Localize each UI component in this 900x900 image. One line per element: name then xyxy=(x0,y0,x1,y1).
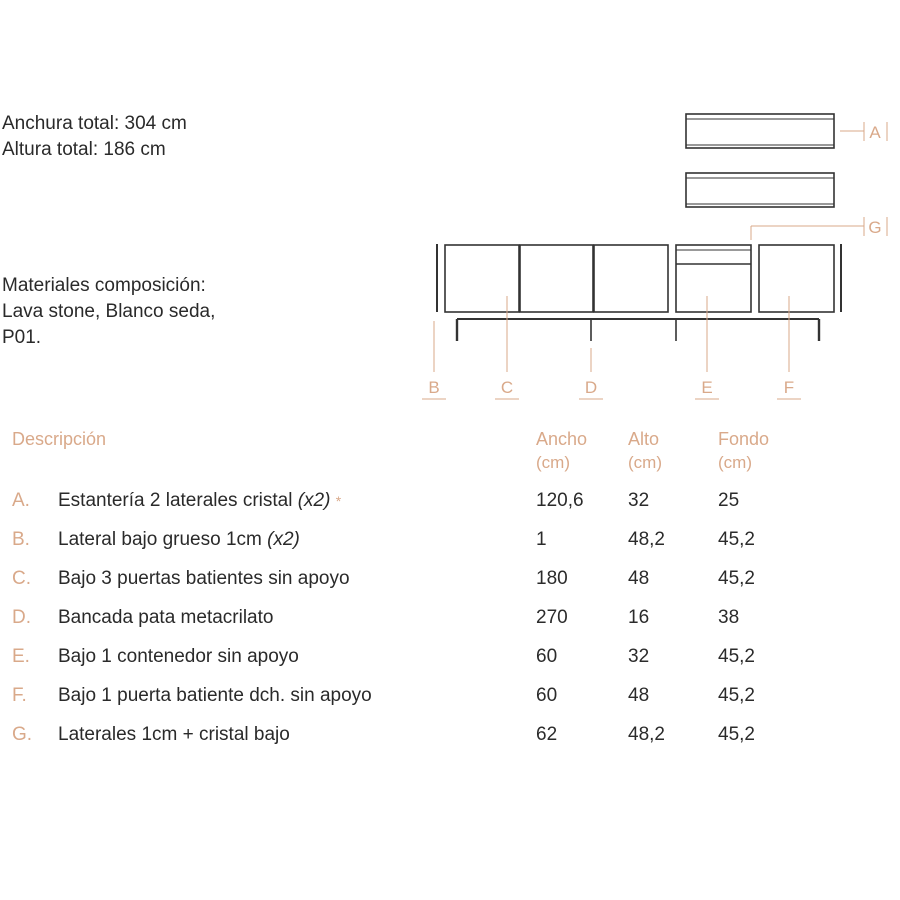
module-f xyxy=(759,245,834,312)
row-width: 180 xyxy=(536,568,568,589)
row-depth: 45,2 xyxy=(718,724,755,745)
row-height: 32 xyxy=(628,490,650,511)
row-width: 62 xyxy=(536,724,558,745)
label-b: B xyxy=(428,378,440,397)
module-c xyxy=(445,245,668,312)
bench-d xyxy=(457,319,819,341)
row-height: 32 xyxy=(628,646,650,667)
row-description: Lateral bajo grueso 1cm (x2) xyxy=(58,529,300,550)
header-height-label: Alto xyxy=(628,429,660,449)
row-depth: 25 xyxy=(718,490,740,511)
label-d: D xyxy=(584,378,598,397)
materials-line-2: Lava stone, Blanco seda, xyxy=(2,301,216,322)
materials-line-3: P01. xyxy=(2,327,42,348)
table-row xyxy=(0,607,900,637)
row-description: Bancada pata metacrilato xyxy=(58,607,274,628)
row-description: Estantería 2 laterales cristal (x2) * xyxy=(58,490,342,511)
total-width: Anchura total: 304 cm xyxy=(2,113,187,134)
header-depth xyxy=(718,427,769,475)
header-height xyxy=(628,427,662,475)
row-letter: F. xyxy=(12,685,27,706)
row-height: 16 xyxy=(628,607,650,628)
row-height: 48,2 xyxy=(628,724,665,745)
row-description: Bajo 1 contenedor sin apoyo xyxy=(58,646,299,667)
total-height: Altura total: 186 cm xyxy=(2,139,166,160)
header-width xyxy=(536,427,587,475)
row-depth: 45,2 xyxy=(718,529,755,550)
row-depth: 45,2 xyxy=(718,568,755,589)
table-row xyxy=(0,529,900,559)
label-a: A xyxy=(869,123,881,142)
header-height-unit: (cm) xyxy=(628,453,662,472)
row-depth: 45,2 xyxy=(718,685,755,706)
table-row xyxy=(0,646,900,676)
row-description: Bajo 3 puertas batientes sin apoyo xyxy=(58,568,350,589)
header-width-label: Ancho xyxy=(536,429,588,449)
row-letter: B. xyxy=(12,529,30,550)
row-depth: 38 xyxy=(718,607,740,628)
row-height: 48 xyxy=(628,685,650,706)
label-c: C xyxy=(500,378,514,397)
row-depth: 45,2 xyxy=(718,646,755,667)
header-depth-label: Fondo xyxy=(718,429,770,449)
row-width: 1 xyxy=(536,529,547,550)
module-e xyxy=(676,245,751,312)
header-depth-unit: (cm) xyxy=(718,453,752,472)
row-letter: D. xyxy=(12,607,31,628)
composition-diagram xyxy=(0,0,900,420)
row-letter: C. xyxy=(12,568,31,589)
row-height: 48,2 xyxy=(628,529,665,550)
row-letter: A. xyxy=(12,490,30,511)
row-letter: E. xyxy=(12,646,30,667)
row-height: 48 xyxy=(628,568,650,589)
header-width-unit: (cm) xyxy=(536,453,570,472)
shelf-a-top xyxy=(686,114,834,148)
leader-g xyxy=(751,217,887,240)
row-description: Laterales 1cm + cristal bajo xyxy=(58,724,290,745)
row-width: 120,6 xyxy=(536,490,584,511)
table-row xyxy=(0,724,900,754)
row-width: 270 xyxy=(536,607,568,628)
shelf-a-bottom xyxy=(686,173,834,207)
table-row xyxy=(0,568,900,598)
table-row xyxy=(0,490,900,520)
row-description: Bajo 1 puerta batiente dch. sin apoyo xyxy=(58,685,372,706)
label-e: E xyxy=(701,378,713,397)
label-g: G xyxy=(868,218,882,237)
table-row xyxy=(0,685,900,715)
row-width: 60 xyxy=(536,646,558,667)
materials-title: Materiales composición: xyxy=(2,275,206,296)
label-f: F xyxy=(783,378,795,397)
row-width: 60 xyxy=(536,685,558,706)
row-letter: G. xyxy=(12,724,33,745)
header-description: Descripción xyxy=(12,429,107,449)
leader-a xyxy=(840,122,887,142)
